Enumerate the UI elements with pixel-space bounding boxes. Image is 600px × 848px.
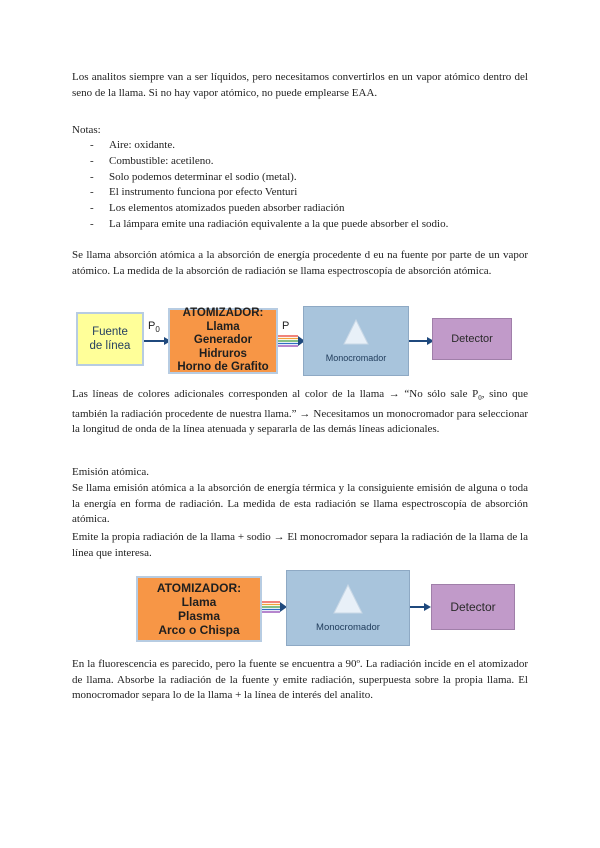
- p0-label: $P_0$: [148, 320, 160, 335]
- absorption-paragraph: Se llama absorción atómica a la absorción de energía procedente d eu na fuente por parte de un vapor atómico. La medida de la absorción de radiación se llama espectroscopía de absorción atómica.: [72, 249, 528, 277]
- atomizer-line: Llama: [181, 595, 217, 609]
- list-item: - La lámpara emite una radiación equivalente a la que puede absorber el sodio.: [90, 217, 448, 233]
- list-item: - Los elementos atomizados pueden absorber radiación: [90, 201, 448, 217]
- intro-paragraph: Los analitos siempre van a ser líquidos, pero necesitamos convertirlos en un vapor atómico dentro del seno de la llama. Si no hay vapor atómico, no puede emplearse EAA.: [72, 71, 528, 99]
- emission-heading: Emisión atómica.: [72, 466, 149, 478]
- p-label: P: [282, 320, 290, 332]
- source-box: [76, 312, 144, 366]
- detector-label: Detector: [451, 333, 493, 345]
- source-label-line2: de línea: [89, 340, 131, 352]
- atomizer-line: Llama: [206, 320, 240, 333]
- prism-icon: [343, 319, 369, 345]
- notes-list: [90, 138, 448, 233]
- atomizer-box: [136, 576, 262, 642]
- monochromator-box: [286, 570, 410, 646]
- atomizer-title: ATOMIZADOR:: [182, 307, 264, 320]
- monochromator-label: Monocromador: [325, 353, 387, 363]
- arrow-colored-lines: [262, 600, 288, 614]
- list-item: - Aire: oxidante.: [90, 138, 448, 154]
- emission-paragraph: Se llama emisión atómica a la absorción de energía térmica y la consiguiente emisión de alguna o toda la energía en forma de radiación. La medida de esta radiación se llama espectroscopía de absorción atómica.: [72, 482, 528, 526]
- detector-label: Detector: [450, 600, 496, 614]
- detector-box: [432, 318, 512, 360]
- source-label-line1: Fuente: [92, 326, 128, 338]
- atomizer-title: ATOMIZADOR:: [156, 581, 242, 595]
- atomizer-line: Horno de Grafito: [177, 361, 269, 374]
- colored-lines-paragraph: Las líneas de colores adicionales corresponden al color de la llama → “No sólo sale $P_0$, sino que también la radiación procedente de nuestra llama.” → Necesitamos un monocromador para seleccionar la longitud de onda de la línea atenuada y separarla de las demás líneas adicionales.: [72, 388, 528, 436]
- monochromator-label: Monocromador: [316, 621, 380, 633]
- list-item: - Solo podemos determinar el sodio (metal).: [90, 170, 448, 186]
- atomizer-line: Plasma: [177, 609, 221, 623]
- list-item: - El instrumento funciona por efecto Venturi: [90, 185, 448, 201]
- prism-icon: [333, 584, 363, 614]
- atomizer-line: Arco o Chispa: [158, 623, 240, 637]
- arrow-colored-lines: [278, 334, 306, 348]
- notes-heading: Notas:: [72, 124, 101, 136]
- monochromator-box: [303, 306, 409, 376]
- emission-paragraph-2: Emite la propia radiación de la llama + sodio → El monocromador separa la radiación de la llama de la línea que interesa.: [72, 531, 528, 559]
- fluorescence-paragraph: En la fluorescencia es parecido, pero la fuente se encuentra a 90º. La radiación incide en el atomizador de llama. Absorbe la radiación de la fuente y emite radiación, superpuesta sobre la propia llama. El monocromador separa lo de la llama + la línea de interés del analito.: [72, 658, 528, 702]
- atomizer-box: [168, 308, 278, 374]
- atomizer-line: Generador Hidruros: [193, 334, 253, 360]
- list-item: - Combustible: acetileno.: [90, 154, 448, 170]
- detector-box: [431, 584, 515, 630]
- arrow-to-detector: [410, 602, 432, 612]
